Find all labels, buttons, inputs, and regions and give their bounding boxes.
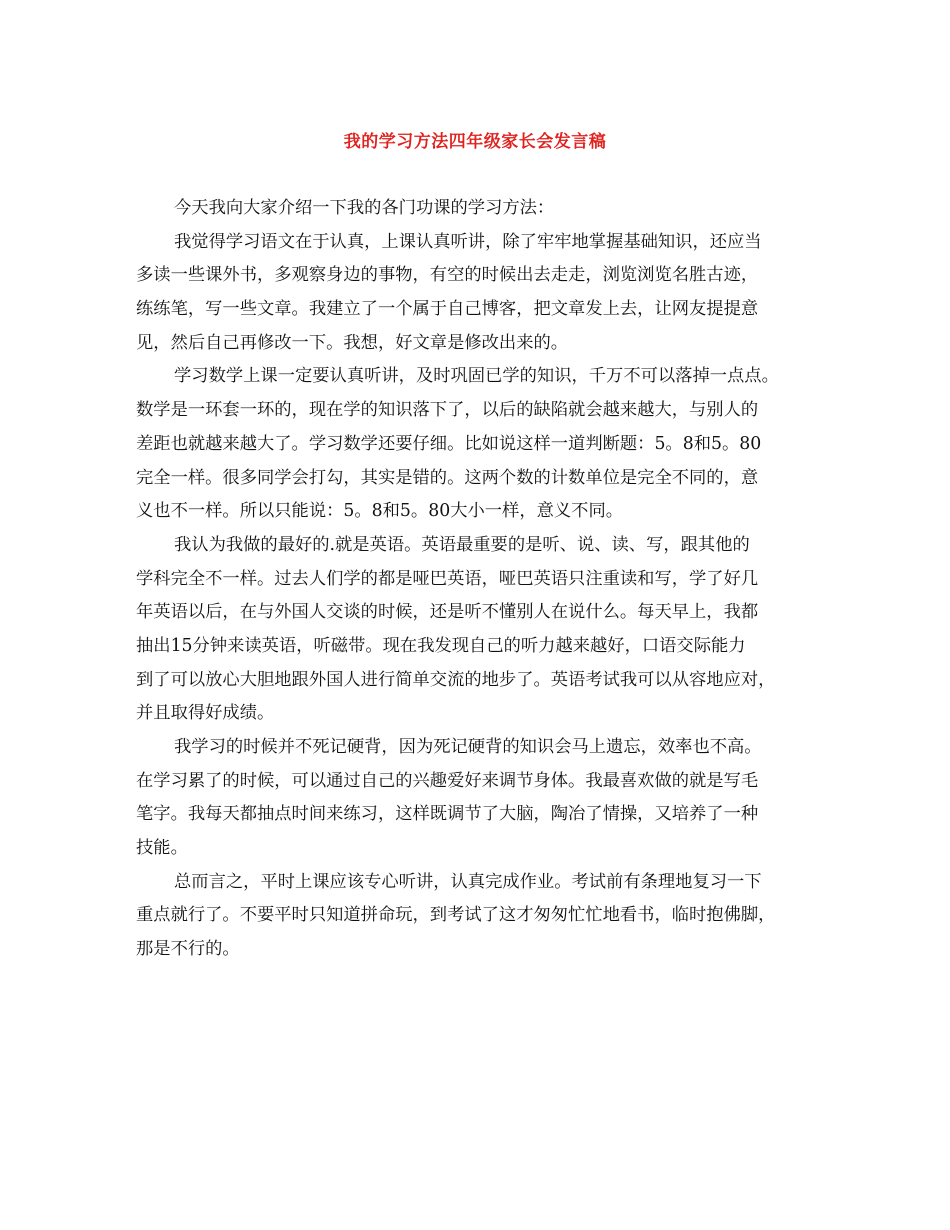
- paragraph-line: 并且取得好成绩。: [136, 703, 275, 724]
- paragraph-line: 义也不一样。所以只能说：5。8和5。80大小一样，意义不同。: [136, 501, 624, 522]
- paragraph-line: 总而言之，平时上课应该专心听讲，认真完成作业。考试前有条理地复习一下: [174, 871, 762, 892]
- paragraph-line: 笔字。我每天都抽点时间来练习，这样既调节了大脑，陶冶了情操，又培养了一种: [136, 804, 759, 825]
- paragraph-line: 年英语以后，在与外国人交谈的时候，还是听不懂别人在说什么。每天早上，我都: [136, 602, 759, 623]
- paragraph-chinese: [136, 226, 826, 361]
- paragraph-line: 学习数学上课一定要认真听讲，及时巩固已学的知识，千万不可以落掉一点点。: [174, 366, 779, 387]
- paragraph-line: 技能。: [136, 838, 188, 859]
- paragraph-line: 我觉得学习语文在于认真，上课认真听讲，除了牢牢地掌握基础知识，还应当: [174, 231, 762, 252]
- paragraph-math: [136, 360, 826, 528]
- document-body: [136, 192, 826, 967]
- paragraph-line: 数学是一环套一环的，现在学的知识落下了，以后的缺陷就会越来越大，与别人的: [136, 400, 759, 421]
- paragraph-line: 抽出15分钟来读英语，听磁带。现在我发现自己的听力越来越好，口语交际能力: [136, 635, 746, 656]
- paragraph-line: 到了可以放心大胆地跟外国人进行简单交流的地步了。英语考试我可以从容地应对，: [136, 669, 776, 690]
- document-title: 我的学习方法四年级家长会发言稿: [343, 132, 607, 152]
- paragraph-line: 差距也就越来越大了。学习数学还要仔细。比如说这样一道判断题：5。8和5。80: [136, 433, 762, 454]
- paragraph-line: 重点就行了。不要平时只知道拼命玩，到考试了这才匆匆忙忙地看书，临时抱佛脚，: [136, 905, 776, 926]
- paragraph-line: 见，然后自己再修改一下。我想，好文章是修改出来的。: [136, 332, 569, 353]
- paragraph-line: 多读一些课外书，多观察身边的事物，有空的时候出去走走，浏览浏览名胜古迹，: [136, 265, 759, 286]
- paragraph-line: 学科完全不一样。过去人们学的都是哑巴英语，哑巴英语只注重读和写，学了好几: [136, 568, 759, 589]
- paragraph-line: 那是不行的。: [136, 939, 240, 960]
- paragraph-line: 练练笔，写一些文章。我建立了一个属于自己博客，把文章发上去，让网友提提意: [136, 299, 759, 320]
- paragraph-line: 我学习的时候并不死记硬背，因为死记硬背的知识会马上遗忘，效率也不高。: [174, 737, 762, 757]
- paragraph-intro: [136, 192, 826, 226]
- paragraph-study-habits: [136, 731, 826, 866]
- paragraph-english: [136, 529, 826, 731]
- paragraph-line: 在学习累了的时候，可以通过自己的兴趣爱好来调节身体。我最喜欢做的就是写毛: [136, 770, 759, 791]
- paragraph-line: 今天我向大家介绍一下我的各门功课的学习方法：: [174, 198, 555, 218]
- paragraph-line: 完全一样。很多同学会打勾，其实是错的。这两个数的计数单位是完全不同的，意: [136, 467, 759, 488]
- paragraph-conclusion: [136, 866, 826, 967]
- paragraph-line: 我认为我做的最好的.就是英语。英语最重要的是听、说、读、写，跟其他的: [174, 534, 750, 555]
